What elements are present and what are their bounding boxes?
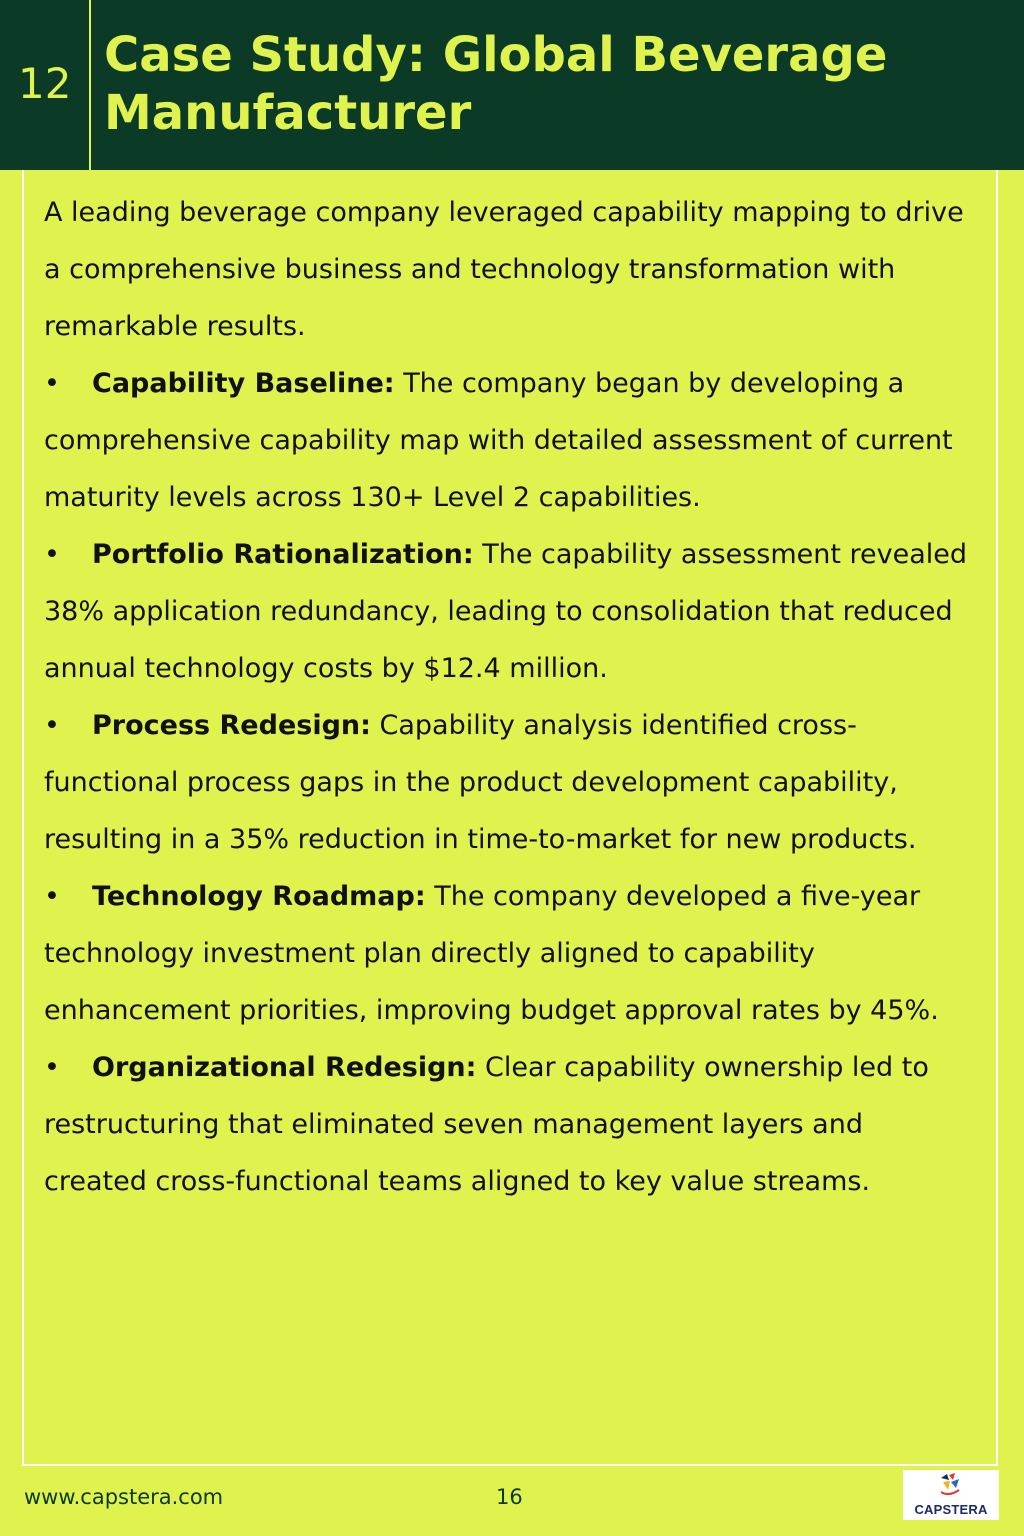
page-number: 16	[496, 1485, 523, 1509]
capstera-logo	[903, 1470, 999, 1520]
bullet-dot: •	[44, 1052, 60, 1083]
bullet-text: The company began by developing a comprehensive capability map with detailed assessment of current maturity levels across 130+ Level 2 capabilities.	[44, 368, 953, 513]
bullet-text: Clear capability ownership led to restructuring that eliminated seven management layers and created cross-functional teams aligned to key value streams.	[44, 1052, 929, 1197]
bullet-text: The capability assessment revealed 38% application redundancy, leading to consolidation that reduced annual technology costs by $12.4 million.	[44, 539, 968, 684]
bullet-dot: •	[44, 710, 60, 741]
bullet-text: Capability analysis identified cross-functional process gaps in the product development capability, resulting in a 35% reduction in time-to-market for new products.	[44, 710, 917, 855]
header-divider	[89, 0, 91, 170]
section-number: 12	[18, 59, 72, 108]
page-title: Case Study: Global Beverage Manufacturer	[104, 27, 888, 141]
page-header	[0, 0, 1024, 170]
footer-url-link[interactable]: www.capstera.com	[24, 1485, 224, 1509]
bullet-label: Process Redesign:	[92, 710, 371, 741]
logo-wordmark: CAPSTERA	[914, 1502, 988, 1517]
content-body	[44, 184, 974, 1210]
bullet-label: Technology Roadmap:	[92, 881, 426, 912]
bullet-label: Capability Baseline:	[92, 368, 395, 399]
bullet-item-capability-baseline	[44, 355, 974, 526]
bullet-dot: •	[44, 881, 60, 912]
bullet-label: Organizational Redesign:	[92, 1052, 477, 1083]
intro-paragraph: A leading beverage company leveraged capability mapping to drive a comprehensive business and technology transformation with remarkable results.	[44, 197, 964, 342]
bullet-dot: •	[44, 368, 60, 399]
bullet-item-process-redesign	[44, 697, 974, 868]
bullet-label: Portfolio Rationalization:	[92, 539, 474, 570]
bullet-dot: •	[44, 539, 60, 570]
bullet-item-portfolio-rationalization	[44, 526, 974, 697]
bullet-item-technology-roadmap	[44, 868, 974, 1039]
bullet-text: The company developed a five-year technology investment plan directly aligned to capability enhancement priorities, improving budget approval rates by 45%.	[44, 881, 939, 1026]
capstera-logo-icon	[937, 1472, 965, 1498]
bullet-item-organizational-redesign	[44, 1039, 974, 1210]
